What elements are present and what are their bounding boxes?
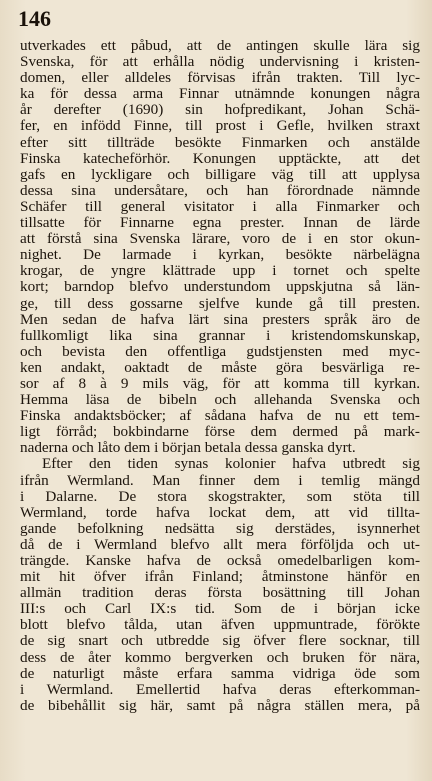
text-line: Finska katecheförhör. Konungen upptäckte, att det — [20, 150, 420, 167]
text-line: krogar, de yngre klättrade upp i tornet och spelte — [20, 263, 420, 280]
text-line: i Wermland. Emellertid hafva deras efterkomman- — [20, 681, 420, 698]
text-line: de naturligt måste erfara samma vidriga öde som — [20, 665, 420, 682]
text-line: ka för dessa arma Finnar utnämnde konungen några — [20, 86, 420, 103]
text-line: efter sitt tillträde besökte Finmarken och anstälde — [20, 134, 420, 151]
text-line: fer, en infödd Finne, till prost i Gefle, hvilken straxt — [20, 118, 420, 135]
text-line: trängde. Kanske hafva de också omedelbarligen kom- — [20, 553, 420, 569]
text-line: nighet. De larmade i kyrkan, besökte närbelägna — [20, 247, 420, 264]
text-line: tillsatte för Finnarne egna prester. Innan de lärde — [20, 215, 420, 232]
text-line: ge, till dess gossarne sjelfve kunde gå till presten. — [20, 295, 420, 312]
text-line: ken andakt, oaktadt de måste göra besvärliga re- — [20, 359, 420, 376]
text-line: de bibehållit sig här, samt på några ställen mera, på — [20, 697, 420, 714]
text-line: dess de åter kommo bergverken och bruken för nära, — [20, 649, 420, 666]
text-line: gande befolkning nedsätta sig derstädes, isynnerhet — [20, 520, 420, 537]
text-line: naderna och låto dem i början betala dessa ganska dyrt. — [20, 440, 356, 457]
text-line: dessa sina undersåtare, och han förordnade nämnde — [20, 182, 420, 199]
text-line: i Dalarne. De stora skogstrakter, som stöta till — [20, 488, 420, 505]
text-line: Finska andaktsböcker; af sådana hafva de nu ett tem- — [20, 408, 420, 425]
text-line: utverkades ett påbud, att de antingen skulle lära sig — [20, 38, 420, 54]
text-line: gafs en lyckligare och billigare väg till att upplysa — [20, 166, 420, 183]
text-line: fullkomligt lika sina grannar i kristendomskunskap, — [20, 327, 420, 344]
text-line: Hemma läsa de bibeln och allehanda Svenska och — [20, 392, 420, 409]
text-line: år derefter (1690) sin hofpredikant, Johan Schä- — [20, 102, 420, 119]
text-line: ifrån Wermland. Man finner dem i temlig mängd — [20, 472, 420, 489]
text-line: de sig snart och utbredde sig öfver flere socknar, till — [20, 633, 420, 650]
text-line: blott blefvo tålda, utan äfven uppmuntrade, förökte — [20, 617, 420, 634]
body-text — [20, 38, 420, 714]
page-number: 146 — [18, 6, 51, 31]
text-line: III:s och Carl IX:s tid. Som de i början icke — [20, 601, 420, 618]
text-line: domen, eller alldeles förvisas ifrån trakten. Till lyc- — [20, 70, 420, 87]
text-line: sor af 8 à 9 mils väg, för att komma till kyrkan. — [20, 375, 420, 392]
text-line: Men sedan de hafva lärt sina presters språk äro de — [20, 311, 420, 328]
text-line: allmän tradition deras första bosättning till Johan — [20, 585, 420, 602]
text-line: mit hit öfver ifrån Finland; åtminstone hänför en — [20, 569, 420, 586]
text-line: Wermland, torde hafva lockat dem, att vid tillta- — [20, 504, 420, 521]
text-line: att förstå sina Svenska lärare, voro de i en stor okun- — [20, 231, 420, 248]
text-line: då de i Wermland blefvo allt mera förföljda och ut- — [20, 536, 420, 553]
text-line: Svenska, för att erhålla nödig undervisning i kristen- — [20, 54, 420, 71]
text-line: Schäfer till general visitator i alla Finmarker och — [20, 198, 420, 215]
text-line: ligt förråd; bokbindarne förse dem dermed på mark- — [20, 424, 420, 441]
text-line: och bevista den offentliga gudstjensten med myc- — [20, 343, 420, 360]
text-line: Efter den tiden synas kolonier hafva utbredt sig — [42, 456, 420, 473]
text-line: kort; barndop blefvo understundom uppskjutna så län- — [20, 279, 420, 296]
